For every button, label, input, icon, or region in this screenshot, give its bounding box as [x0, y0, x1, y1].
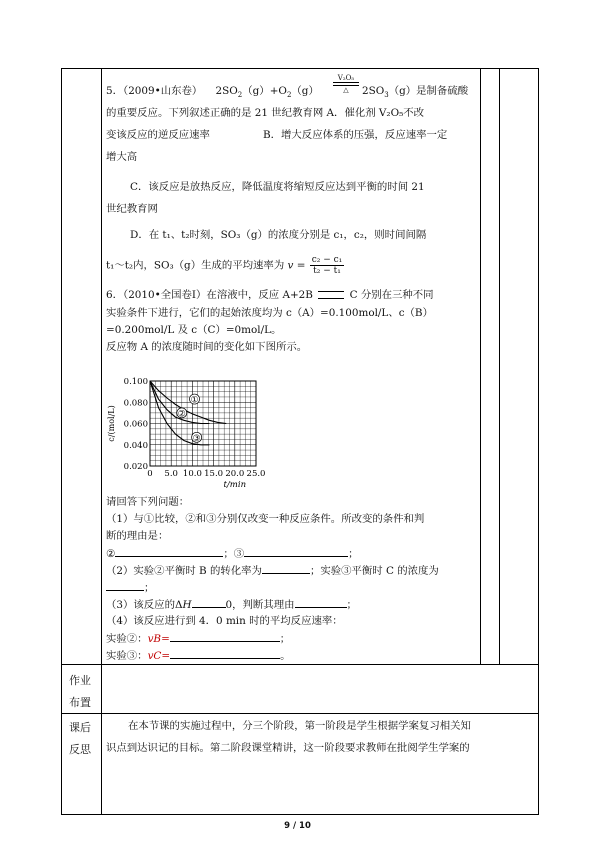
catalyst-label: V₂O₅ [337, 74, 355, 82]
y-tick-label: 0.060 [123, 419, 148, 430]
table-line-left [61, 68, 62, 815]
heat-label: △ [343, 86, 349, 94]
q5-line-1: 5．（2009•山东卷） $2SO_2(g)+O_2(g)$ [106, 85, 319, 100]
questions-intro: 请回答下列问题： [106, 496, 190, 508]
x-tick-label: 20.0 [225, 469, 245, 479]
q6-line-3: =0.200mol/L 及 c（C）=0mol/L。 [106, 324, 282, 336]
reflection-text-1: 在本节课的实施过程中，分三个阶段，第一阶段是学生根据学案复习相关知 [128, 720, 471, 732]
series-label: ③ [192, 433, 201, 444]
reversible-arrow-icon [318, 291, 344, 299]
answer-blank[interactable] [170, 631, 280, 642]
question-1-b: 断的理由是： [106, 530, 169, 542]
experiment-2-rate: 实验②：vB= ； [106, 633, 291, 645]
reflection-label-2: 反思 [69, 743, 91, 756]
answer-blank[interactable] [170, 648, 280, 659]
reaction-arrow [332, 74, 360, 98]
table-line-right [538, 68, 539, 815]
rate-fraction [310, 255, 345, 276]
q5-line-2: 的重要反应。下列叙述正确的是 21 世纪教育网 A．催化剂 V₂O₅不改 [106, 107, 425, 119]
question-2-b: ； [106, 580, 154, 595]
reflection-label-1: 课后 [69, 721, 91, 734]
question-3: （3）该反应的ΔH 0，判断其理由 ； [106, 599, 357, 611]
table-line-row2 [61, 713, 539, 714]
q5-line-4: 增大高 [106, 151, 138, 163]
table-line-top [61, 68, 539, 69]
x-tick-label: 10.0 [182, 469, 202, 479]
q5-line-1-end: $2SO_3(g)$是制备硫酸 [362, 85, 469, 100]
y-tick-label: 0.020 [123, 462, 148, 472]
series-label: ① [190, 395, 199, 406]
q5-option-d-1: D．在 t₁、t₂时刻，SO₃（g）的浓度分别是 c₁，c₂，则时间间隔 [130, 229, 427, 241]
answer-blank[interactable] [115, 546, 223, 557]
q5-line-3a: 变该反应的逆反应速率 [106, 129, 210, 141]
question-4: （4）该反应进行到 4．0 min 时的平均反应速率： [106, 615, 343, 627]
question-2: （2）实验②平衡时 B 的转化率为 ；实验③平衡时 C 的浓度为 [106, 565, 439, 577]
q6-line-2: 实验条件下进行，它们的起始浓度均为 c（A）=0.100mol/L、c（B） [106, 307, 433, 319]
question-1-c: ② ；③ ； [106, 548, 359, 560]
y-tick-label: 0.040 [123, 440, 148, 451]
table-line-inner-right-a [480, 68, 481, 664]
homework-label-1: 作业 [69, 674, 91, 687]
q6-line-4: 反应物 A 的浓度随时间的变化如下图所示。 [106, 341, 308, 353]
table-line-inner-right-b [499, 68, 500, 664]
answer-blank[interactable] [244, 546, 348, 557]
y-axis-label: c/(mol/L) [107, 405, 116, 442]
fraction-denominator: t₂ − t₁ [313, 266, 341, 276]
reflection-text-2: 识点到达识记的目标。第二阶段课堂精讲，这一阶段要求教师在批阅学生学案的 [106, 742, 470, 754]
page-number: 9 / 10 [284, 821, 311, 831]
x-tick-label: 15.0 [204, 469, 224, 479]
q6-line-1: 6．（2010•全国卷Ⅰ）在溶液中，反应 A+2B C 分别在三种不同 [106, 289, 434, 301]
answer-blank[interactable] [295, 597, 347, 608]
q5-option-c-2: 世纪教育网 [106, 203, 158, 215]
y-tick-label: 0.080 [123, 398, 148, 409]
table-line-bottom [61, 814, 539, 815]
answer-blank[interactable] [192, 597, 226, 608]
x-tick-label: 25.0 [246, 469, 266, 479]
x-tick-label: 0 [147, 469, 153, 479]
answer-blank[interactable] [262, 563, 310, 574]
v-symbol: v = [287, 259, 306, 272]
x-tick-label: 5.0 [164, 469, 178, 479]
experiment-3-rate: 实验③：vC= 。 [106, 650, 291, 662]
concentration-chart [104, 372, 274, 494]
homework-label-2: 布置 [69, 696, 91, 709]
table-line-inner-left [101, 68, 102, 815]
series-label: ② [177, 409, 186, 420]
x-axis-label: t/min [223, 480, 247, 490]
q5-option-d-2: t₁～t₂内，SO₃（g）生成的平均速率为 v = $\frac{\text{c₂ − c₁}}{\text{t₂ − t₁}}$ [106, 255, 343, 276]
y-tick-label: 0.100 [123, 377, 148, 387]
question-1-a: （1）与①比较，②和③分别仅改变一种反应条件。所改变的条件和判 [106, 513, 425, 525]
answer-blank[interactable] [106, 580, 144, 591]
fraction-numerator: c₂ − c₁ [311, 255, 343, 265]
q5-line-3b: B．增大反应体系的压强，反应速率一定 [263, 129, 448, 141]
q5-option-c-1: C．该反应是放热反应，降低温度将缩短反应达到平衡的时间 21 [130, 181, 425, 193]
table-line-row1 [61, 664, 539, 665]
